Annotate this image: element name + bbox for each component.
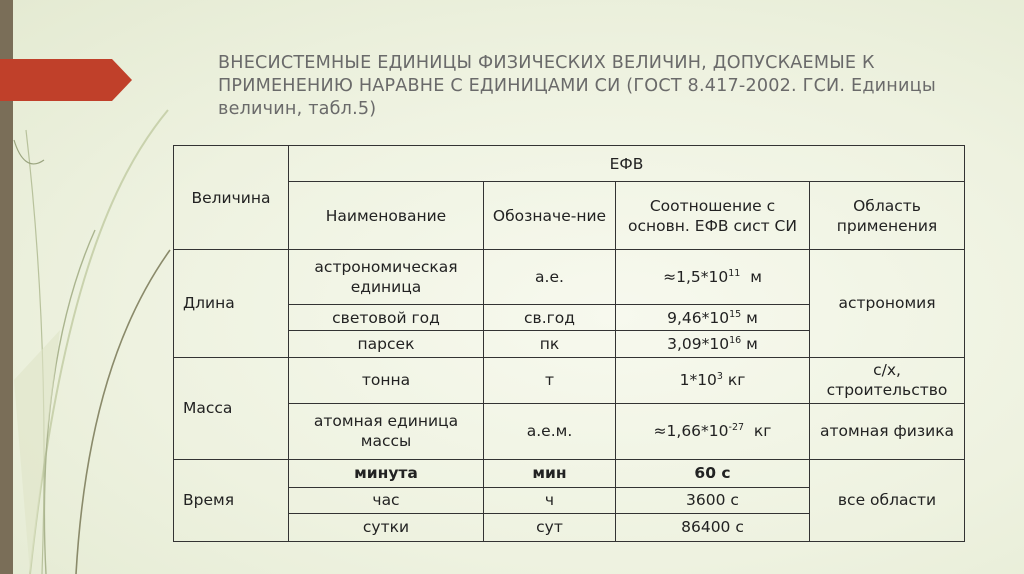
pc-ratio-unit: м <box>746 334 758 353</box>
cell-pc-ratio <box>616 331 810 357</box>
cell-d-symbol: сут <box>484 513 616 541</box>
header-name: Наименование <box>289 182 484 250</box>
cell-t-symbol: т <box>484 357 616 403</box>
cell-ly-symbol: св.год <box>484 305 616 331</box>
group-length-label: Длина <box>174 250 289 357</box>
amu-ratio-exp: -27 <box>728 422 745 434</box>
group-time-label: Время <box>174 459 289 541</box>
cell-ly-name: световой год <box>289 305 484 331</box>
slide-title: ВНЕСИСТЕМНЫЕ ЕДИНИЦЫ ФИЗИЧЕСКИХ ВЕЛИЧИН, ДОПУСКАЕМЫЕ К ПРИМЕНЕНИЮ НАРАВНЕ С ЕДИНИЦАМИ СИ (ГОСТ 8.417-2002. ГСИ. Единицы величин, табл.5) <box>218 53 936 119</box>
cell-t-name: тонна <box>289 357 484 403</box>
cell-h-ratio: 3600 с <box>616 487 810 513</box>
cell-au-name: астрономическая единица <box>289 250 484 305</box>
cell-t-scope: с/х, строительство <box>810 357 965 403</box>
t-ratio-base: 1*10 <box>679 371 717 390</box>
cell-amu-symbol: а.е.м. <box>484 403 616 459</box>
cell-min-name: минута <box>289 459 484 487</box>
group-length-scope: астрономия <box>810 250 965 357</box>
t-ratio-unit: кг <box>727 371 746 390</box>
header-scope: Область применения <box>810 182 965 250</box>
header-ratio: Соотношение с основн. ЕФВ сист СИ <box>616 182 810 250</box>
cell-au-symbol: а.е. <box>484 250 616 305</box>
title-arrow-marker <box>0 59 132 101</box>
cell-h-name: час <box>289 487 484 513</box>
cell-min-symbol: мин <box>484 459 616 487</box>
header-symbol: Обозначе-ние <box>484 182 616 250</box>
units-table <box>173 145 965 542</box>
header-efv: ЕФВ <box>289 146 965 182</box>
cell-au-ratio <box>616 250 810 305</box>
cell-amu-name: атомная единица массы <box>289 403 484 459</box>
cell-amu-scope: атомная физика <box>810 403 965 459</box>
cell-t-ratio <box>616 357 810 403</box>
ly-ratio-unit: м <box>746 308 758 327</box>
amu-ratio-base: ≈1,66*10 <box>653 422 729 441</box>
ly-ratio-exp: 15 <box>729 308 742 320</box>
ly-ratio-base: 9,46*10 <box>667 308 730 327</box>
header-quantity: Величина <box>174 146 289 250</box>
group-time-scope: все области <box>810 459 965 541</box>
cell-d-name: сутки <box>289 513 484 541</box>
t-ratio-exp: 3 <box>716 371 723 383</box>
cell-d-ratio: 86400 с <box>616 513 810 541</box>
au-ratio-exp: 11 <box>728 268 741 280</box>
cell-pc-symbol: пк <box>484 331 616 357</box>
pc-ratio-exp: 16 <box>729 334 742 346</box>
cell-amu-ratio <box>616 403 810 459</box>
cell-pc-name: парсек <box>289 331 484 357</box>
cell-min-ratio: 60 с <box>616 459 810 487</box>
au-ratio-unit: м <box>750 268 762 287</box>
cell-ly-ratio <box>616 305 810 331</box>
au-ratio-base: ≈1,5*10 <box>663 268 729 287</box>
pc-ratio-base: 3,09*10 <box>667 334 730 353</box>
cell-h-symbol: ч <box>484 487 616 513</box>
group-mass-label: Масса <box>174 357 289 459</box>
amu-ratio-unit: кг <box>753 422 772 441</box>
